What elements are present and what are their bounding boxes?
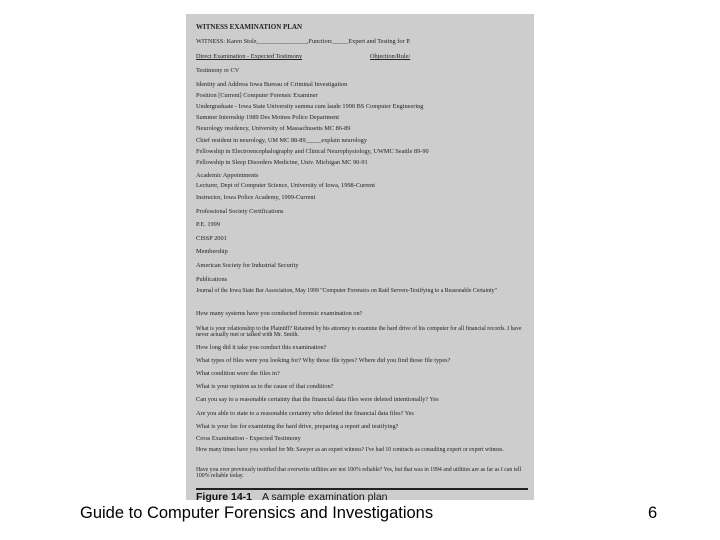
doc-line: Chief resident in neurology, UM MC 88-89_____explain neurology <box>196 137 367 144</box>
page-number: 6 <box>648 504 658 522</box>
doc-line: P.E. 1999 <box>196 221 220 228</box>
divider <box>196 488 528 490</box>
doc-line: Membership <box>196 248 228 255</box>
doc-line: Position [Current] Computer Forensic Examiner <box>196 92 318 99</box>
doc-line: Fellowship in Sleep Disorders Medicine, Univ. Michigan MC 90-91 <box>196 159 368 166</box>
witness-line: WITNESS: Karen Stolz________________,Function:_____Expert and Testing for P. <box>196 38 411 45</box>
doc-line: What is your relationship to the Plaintiff? Retained by his attorney to examine the hard drive of his computer for all financial records. I have never actually met or talked with Mr. Smith. <box>196 326 522 338</box>
doc-line: Testimony re CV <box>196 67 240 74</box>
figure-label: Figure 14-1 <box>196 491 253 503</box>
footer-title: Guide to Computer Forensics and Investigations <box>80 504 434 522</box>
doc-line: Publications <box>196 276 228 283</box>
doc-line: American Society for Industrial Security <box>196 262 299 269</box>
doc-line: Professional Society Certifications <box>196 208 284 215</box>
doc-line: What types of files were you looking for? Why those file types? Where did you find those file types? <box>196 357 451 364</box>
doc-line: How long did it take you conduct this examination? <box>196 344 327 351</box>
doc-line: Journal of the Iowa State Bar Association, May 1999 "Computer Forensics on Raid Servers-Testifying to a Reasonable Certainty" <box>196 288 497 294</box>
doc-line: Instructor, Iowa Police Academy, 1999-Current <box>196 194 316 201</box>
doc-line: What is your opinion as to the cause of that condition? <box>196 383 334 390</box>
doc-line: What condition were the files in? <box>196 370 280 377</box>
doc-line: Identity and Address Iowa Bureau of Criminal Investigation <box>196 81 348 88</box>
doc-line: How many times have you worked for Mr. Sawyer as an expert witness? I've had 10 contracts as consulting expert or expert witness. <box>196 447 504 453</box>
doc-line: Cross Examination - Expected Testimony <box>196 435 301 442</box>
doc-line: CISSP 2001 <box>196 235 227 242</box>
direct-heading: Direct Examination - Expected Testimony <box>196 53 303 60</box>
doc-line: Have you ever previously testified that overwrite utilities are not 100% reliable? Yes, but that was in 1994 and utilities are as far as I can tell 100% reliable today. <box>196 467 522 479</box>
figure-text: A sample examination plan <box>262 491 388 503</box>
objection-heading: Objection/Rule/ <box>370 53 411 60</box>
doc-line: How many systems have you conducted forensic examination on? <box>196 310 363 317</box>
doc-line: Academic Appointments <box>196 172 259 179</box>
doc-line: Lecturer, Dept of Computer Science, University of Iowa, 1998-Current <box>196 182 375 189</box>
examination-plan-image <box>186 14 534 503</box>
doc-line: Fellowship in Electroencephalography and Clinical Neurophysiology, UWMC Seattle 89-90 <box>196 148 429 155</box>
doc-line: Can you say to a reasonable certainty that the financial data files were deleted intentionally? Yes <box>196 396 439 403</box>
doc-line: What is your fee for examining the hard drive, preparing a report and testifying? <box>196 423 399 430</box>
doc-line: Summer Internship 1989 Des Moines Police Department <box>196 114 340 121</box>
figure-caption <box>196 491 388 503</box>
doc-title: WITNESS EXAMINATION PLAN <box>196 23 303 31</box>
doc-line: Undergraduate - Iowa State University summa cum laude 1990 BS Computer Engineering <box>196 103 424 110</box>
doc-line: Neurology residency, University of Massachusetts MC 86-89 <box>196 125 351 132</box>
doc-line: Are you able to state to a reasonable certainty who deleted the financial data files? Yes <box>196 410 414 417</box>
